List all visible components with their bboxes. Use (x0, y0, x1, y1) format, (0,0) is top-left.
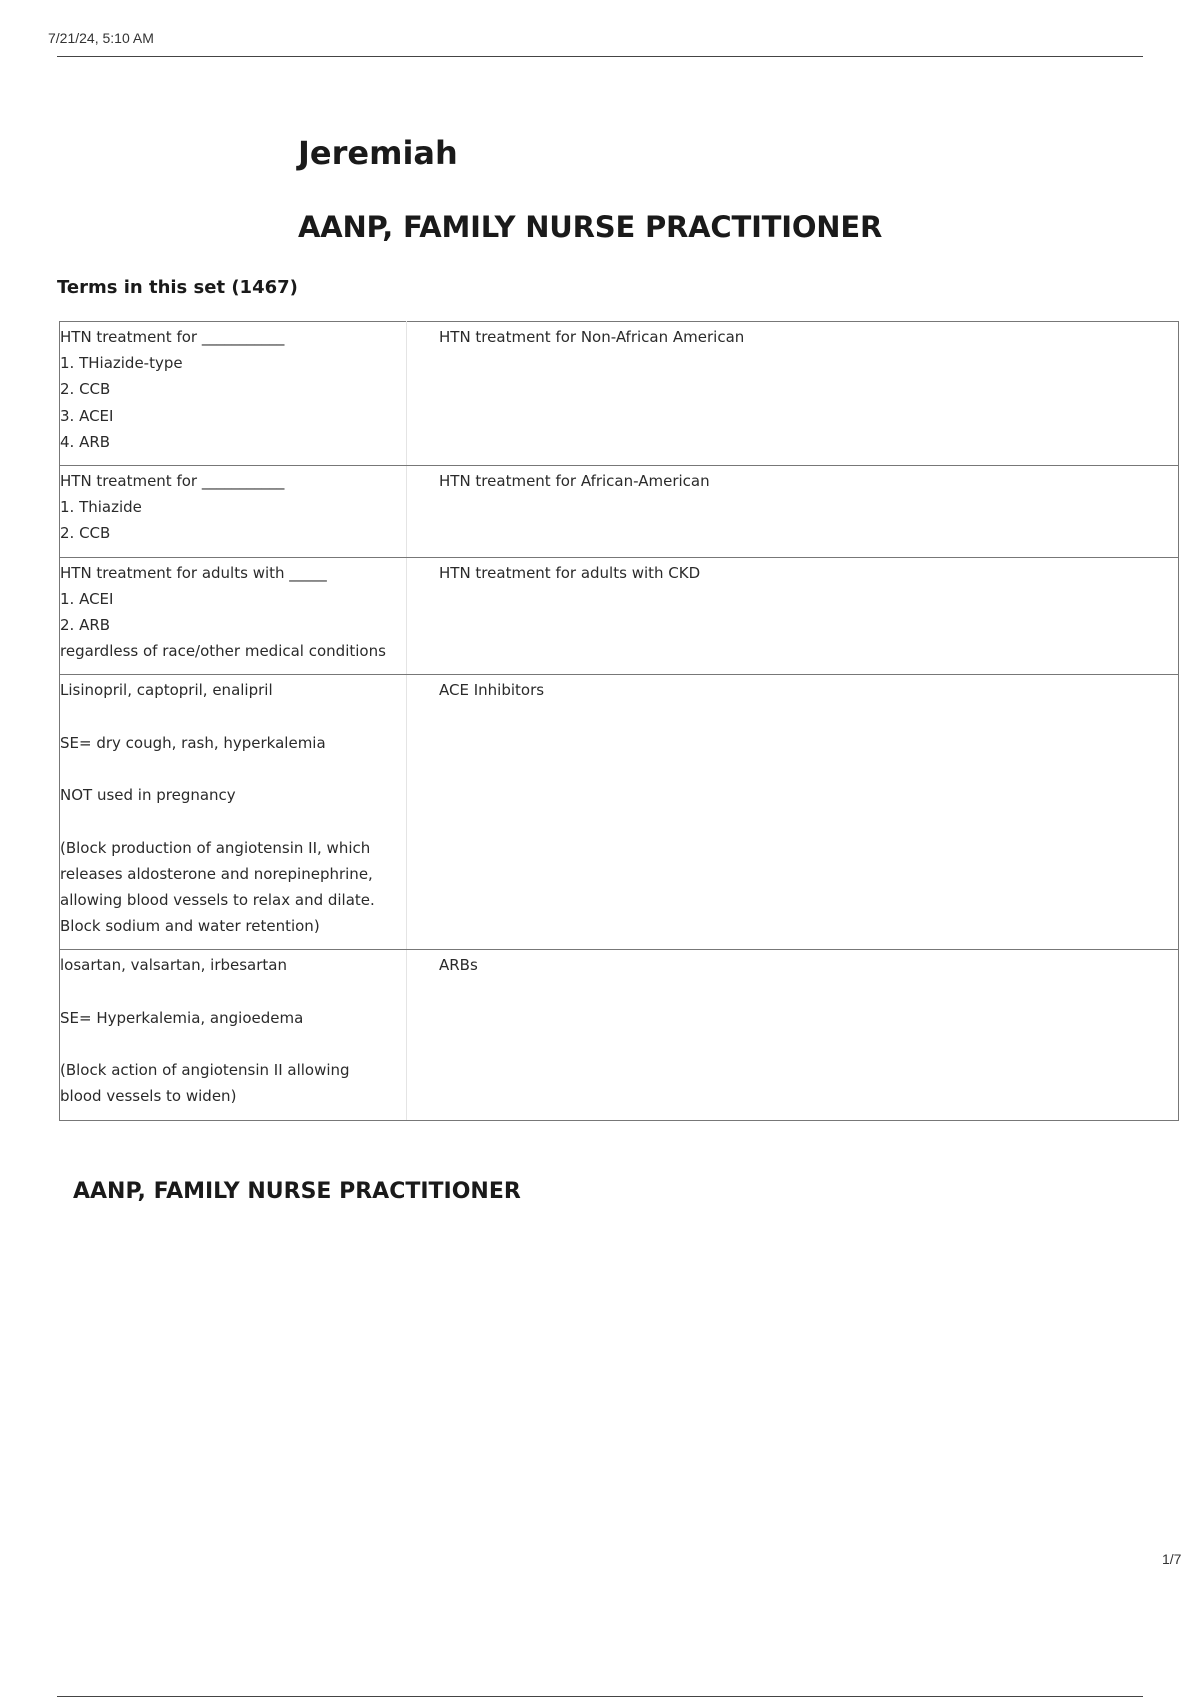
footer-set-title: AANP, FAMILY NURSE PRACTITIONER (73, 1179, 521, 1204)
term-cell (60, 557, 407, 675)
definition-text: ACE Inhibitors (439, 681, 545, 700)
set-title: AANP, FAMILY NURSE PRACTITIONER (298, 210, 883, 244)
term-row (60, 322, 1179, 466)
definition-cell (407, 950, 1179, 1120)
definition-cell (407, 322, 1179, 466)
term-text: losartan, valsartan, irbesartan SE= Hyperkalemia, angioedema (Block action of angiotensin II allowing blood vessels to widen) (60, 956, 350, 1106)
definition-cell (407, 466, 1179, 558)
terms-count-heading: Terms in this set (1467) (57, 277, 298, 298)
term-cell (60, 675, 407, 950)
term-text: HTN treatment for ___________ 1. Thiazide 2. CCB (60, 472, 285, 543)
definition-cell (407, 675, 1179, 950)
print-timestamp: 7/21/24, 5:10 AM (48, 30, 154, 46)
terms-table (59, 321, 1179, 1121)
term-cell (60, 322, 407, 466)
term-text: HTN treatment for ___________ 1. THiazide-type 2. CCB 3. ACEI 4. ARB (60, 328, 285, 451)
set-owner-name: Jeremiah (298, 134, 458, 172)
term-row (60, 557, 1179, 675)
term-row (60, 675, 1179, 950)
term-row (60, 466, 1179, 558)
term-text: Lisinopril, captopril, enalipril SE= dry cough, rash, hyperkalemia NOT used in pregnancy (Block production of angiotensin II, which releases aldosterone and norepinephrine, allowing blood vessels to relax and dilate. Block sodium and water retention) (60, 681, 375, 936)
page-number: 1/7 (1162, 1551, 1182, 1567)
term-row (60, 950, 1179, 1120)
definition-cell (407, 557, 1179, 675)
definition-text: ARBs (439, 956, 478, 975)
term-text: HTN treatment for adults with _____ 1. ACEI 2. ARB regardless of race/other medical conditions (60, 563, 386, 661)
header-divider (57, 56, 1143, 57)
footer-divider (57, 1696, 1143, 1697)
definition-text: HTN treatment for African-American (439, 472, 710, 491)
term-cell (60, 466, 407, 558)
definition-text: HTN treatment for Non-African American (439, 328, 745, 346)
definition-text: HTN treatment for adults with CKD (439, 563, 701, 582)
term-cell (60, 950, 407, 1120)
